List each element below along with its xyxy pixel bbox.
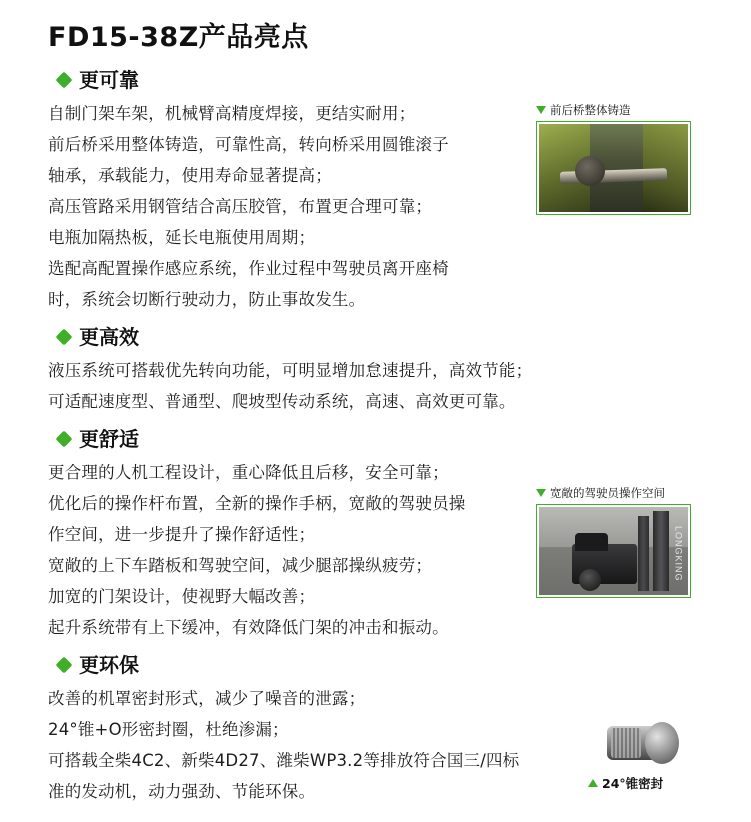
section-heading-row	[58, 427, 717, 451]
diamond-bullet-icon	[56, 72, 73, 89]
forklift-mast-shape	[653, 511, 669, 592]
body-line: 轴承，承载能力，使用寿命显著提高；	[48, 166, 332, 186]
seal-figure	[588, 718, 698, 792]
section-heading: 更环保	[79, 653, 139, 678]
body-line: 可适配速度型、普通型、爬坡型传动系统，高速、高效更可靠。	[48, 392, 516, 412]
diamond-bullet-icon	[56, 657, 73, 674]
body-line: 前后桥采用整体铸造，可靠性高，转向桥采用圆锥滚子	[48, 135, 449, 155]
figure-caption-row	[536, 485, 691, 501]
page-title: FD15-38Z产品亮点	[48, 22, 309, 53]
diamond-bullet-icon	[56, 431, 73, 448]
body-line: 宽敞的上下车踏板和驾驶空间，减少腿部操纵疲劳；	[48, 556, 433, 576]
seal-thread-shape	[611, 728, 641, 758]
figure-frame	[536, 504, 691, 598]
triangle-down-icon	[536, 106, 546, 114]
diamond-bullet-icon	[56, 329, 73, 346]
forklift-photo	[539, 507, 688, 595]
figure-caption: 24°锥密封	[602, 776, 664, 791]
body-line: 改善的机罩密封形式，减少了噪音的泄露；	[48, 689, 366, 709]
section-body	[48, 457, 518, 643]
body-line: 准的发动机，动力强劲、节能环保。	[48, 782, 316, 802]
seal-ring-shape	[645, 722, 679, 764]
section-heading: 更可靠	[79, 68, 139, 93]
figure-frame	[536, 121, 691, 215]
body-line: 起升系统带有上下缓冲，有效降低门架的冲击和振动。	[48, 618, 449, 638]
section-heading-row	[58, 325, 717, 349]
body-line: 时，系统会切断行驶动力，防止事故发生。	[48, 290, 366, 310]
body-line: 电瓶加隔热板，延长电瓶使用周期；	[48, 228, 316, 248]
body-line: 24°锥+O形密封圈，杜绝渗漏；	[48, 720, 289, 740]
section-more-efficient	[48, 325, 717, 417]
section-heading: 更高效	[79, 325, 139, 350]
cabin-figure	[536, 485, 691, 598]
body-line: 高压管路采用钢管结合高压胶管，布置更合理可靠；	[48, 197, 433, 217]
forklift-wheel-shape	[579, 569, 601, 591]
body-line: 优化后的操作杆布置，全新的操作手柄，宽敞的驾驶员操	[48, 494, 466, 514]
body-line: 更合理的人机工程设计，重心降低且后移，安全可靠；	[48, 463, 449, 483]
triangle-up-icon	[588, 779, 598, 787]
figure-caption: 宽敞的驾驶员操作空间	[550, 486, 665, 500]
body-line: 作空间，进一步提升了操作舒适性；	[48, 525, 316, 545]
figure-caption: 前后桥整体铸造	[550, 103, 631, 117]
section-heading-row	[58, 653, 717, 677]
section-heading-row	[58, 68, 717, 92]
forklift-inner-mast-shape	[638, 516, 649, 592]
body-line: 液压系统可搭载优先转向功能，可明显增加怠速提升，高效节能；	[48, 361, 533, 381]
body-line: 加宽的门架设计，使视野大幅改善；	[48, 587, 316, 607]
axle-photo	[539, 124, 688, 212]
section-body	[48, 355, 688, 417]
seal-photo	[595, 718, 691, 770]
section-body	[48, 98, 518, 315]
body-line: 选配高配置操作感应系统，作业过程中驾驶员离开座椅	[48, 259, 449, 279]
triangle-down-icon	[536, 489, 546, 497]
section-heading: 更舒适	[79, 427, 139, 452]
body-line: 可搭载全柴4C2、新柴4D27、潍柴WP3.2等排放符合国三/四标	[48, 751, 520, 771]
forklift-seat-shape	[575, 533, 608, 551]
body-line: 自制门架车架，机械臂高精度焊接，更结实耐用；	[48, 104, 416, 124]
figure-caption-row	[588, 774, 698, 792]
axle-figure	[536, 102, 691, 215]
forklift-brand-text: LONGKING	[673, 526, 684, 582]
figure-caption-row	[536, 102, 691, 118]
axle-hub-shape	[575, 156, 605, 186]
